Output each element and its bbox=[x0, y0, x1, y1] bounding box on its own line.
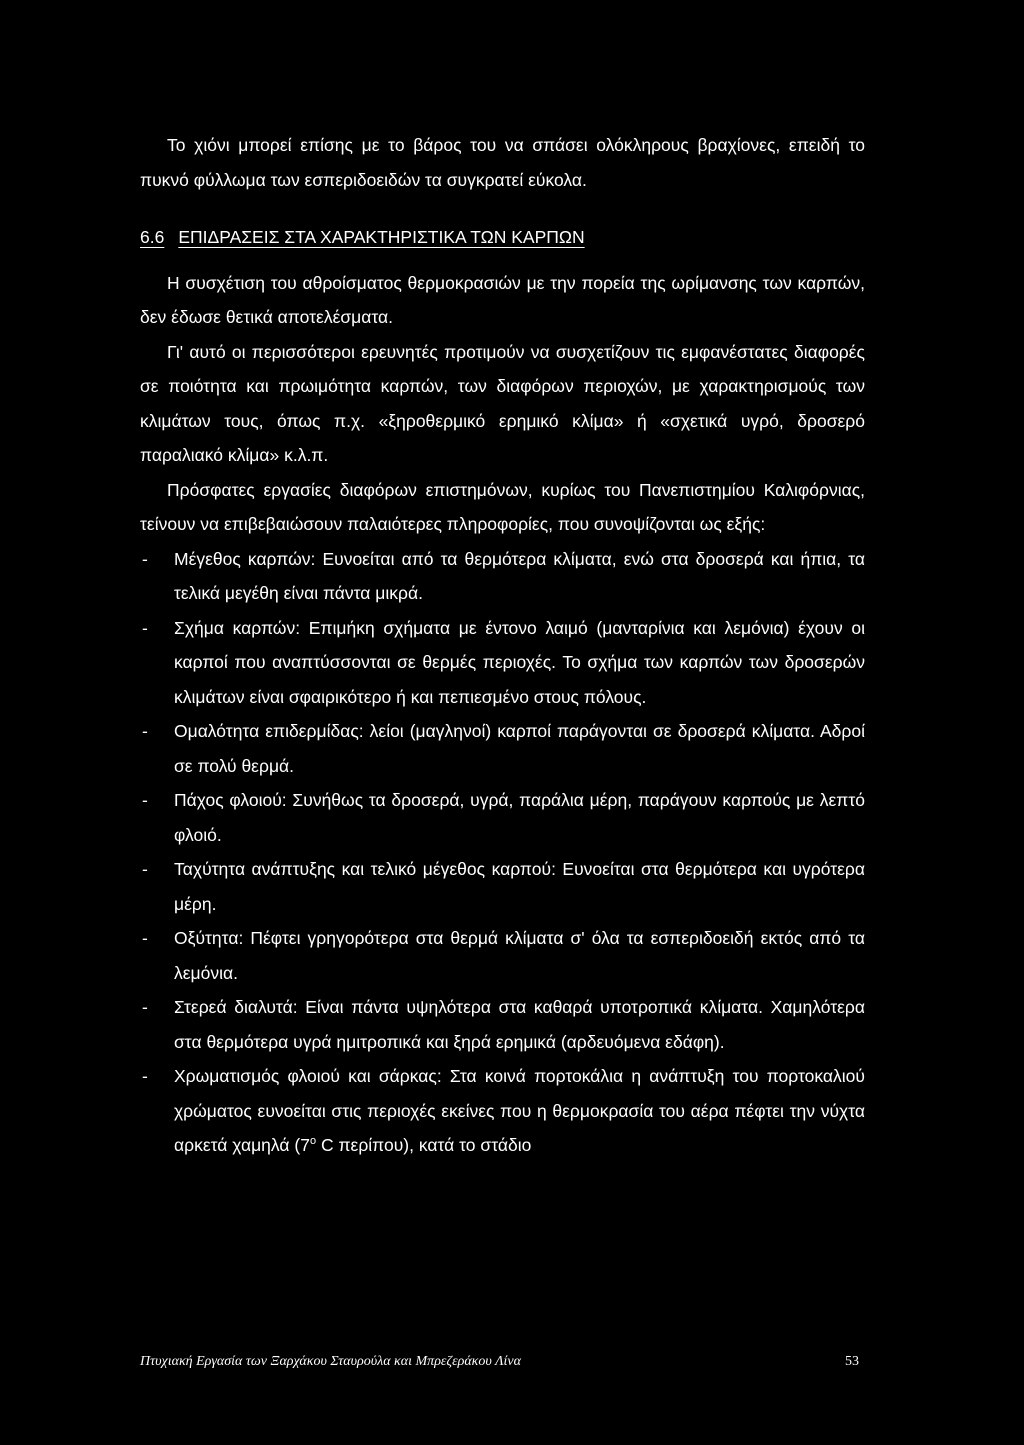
section-title: ΕΠΙΔΡΑΣΕΙΣ ΣΤΑ ΧΑΡΑΚΤΗΡΙΣΤΙΚΑ ΤΩΝ ΚΑΡΠΩΝ bbox=[178, 227, 585, 247]
intro-paragraph: Το χιόνι μπορεί επίσης με το βάρος του να σπάσει ολόκληρους βραχίονες, επειδή το πυκνό φύλλωμα των εσπεριδοειδών τα συγκρατεί εύκολα. bbox=[140, 135, 865, 190]
list-item: - Στερεά διαλυτά: Είναι πάντα υψηλότερα στα καθαρά υποτροπικά κλίματα. Χαμηλότερα στα θερμότερα υγρά ημιτροπικά και ξηρά ερημικά (αρδευόμενα εδάφη). bbox=[140, 990, 865, 1059]
list-dash: - bbox=[142, 790, 148, 810]
list-item: - Ταχύτητα ανάπτυξης και τελικό μέγεθος καρπού: Ευνοείται στα θερμότερα και υγρότερα μέρη. bbox=[140, 852, 865, 921]
list-item: - Σχήμα καρπών: Επιμήκη σχήματα με έντονο λαιμό (μανταρίνια και λεμόνια) έχουν οι καρποί που αναπτύσσονται σε θερμές περιοχές. Το σχήμα των καρπών των δροσερών κλιμάτων είναι σφαιρικότερο ή και πεπιεσμένο στους πόλους. bbox=[140, 611, 865, 715]
list-item: - Πάχος φλοιού: Συνήθως τα δροσερά, υγρά, παράλια μέρη, παράγουν καρπούς με λεπτό φλοιό. bbox=[140, 783, 865, 852]
page-number: 53 bbox=[845, 1354, 859, 1369]
section-heading bbox=[140, 220, 865, 255]
page-body bbox=[140, 128, 865, 1163]
characteristics-list bbox=[140, 542, 865, 1163]
section-number: 6.6 bbox=[140, 227, 165, 247]
page-footer bbox=[140, 1352, 865, 1372]
list-dash: - bbox=[142, 997, 148, 1017]
list-dash: - bbox=[142, 721, 148, 741]
footer-title: Πτυχιακή Εργασία των Ξαρχάκου Σταυρούλα και Μπρεζεράκου Λίνα bbox=[140, 1354, 521, 1369]
paragraph: Η συσχέτιση του αθροίσματος θερμοκρασιών με την πορεία της ωρίμανσης των καρπών, δεν έδωσε θετικά αποτελέσματα. bbox=[140, 272, 865, 327]
list-dash: - bbox=[142, 928, 148, 948]
degree-superscript: o bbox=[309, 1135, 317, 1148]
list-dash: - bbox=[142, 1066, 148, 1086]
list-dash: - bbox=[142, 548, 148, 569]
list-item: - Χρωματισμός φλοιού και σάρκας: Στα κοινά πορτοκάλια η ανάπτυξη του πορτοκαλιού χρώματος ευνοείται στις περιοχές εκείνες που η θερμοκρασία του αέρα πέφτει την νύχτα αρκετά χαμηλά (7$^o$ C περίπου), κατά το στάδιο bbox=[140, 1059, 865, 1163]
list-item: - Μέγεθος καρπών: Ευνοείται από τα θερμότερα κλίματα, ενώ στα δροσερά και ήπια, τα τελικά μεγέθη είναι πάντα μικρά. bbox=[140, 542, 865, 611]
list-dash: - bbox=[142, 617, 148, 638]
paragraph: Πρόσφατες εργασίες διαφόρων επιστημόνων, κυρίως του Πανεπιστημίου Καλιφόρνιας, τείνουν να επιβεβαιώσουν παλαιότερες πληροφορίες, που συνοψίζονται ως εξής: bbox=[140, 479, 865, 534]
list-item: - Οξύτητα: Πέφτει γρηγορότερα στα θερμά κλίματα σ' όλα τα εσπεριδοειδή εκτός από τα λεμόνια. bbox=[140, 921, 865, 990]
list-item: - Ομαλότητα επιδερμίδας: λείοι (μαγληνοί) καρποί παράγονται σε δροσερά κλίματα. Αδροί σε πολύ θερμά. bbox=[140, 714, 865, 783]
paragraph: Γι' αυτό οι περισσότεροι ερευνητές προτιμούν να συσχετίζουν τις εμφανέστατες διαφορές σε ποιότητα και πρωιμότητα καρπών, των διαφόρων περιοχών, με χαρακτηρισμούς των κλιμάτων τους, όπως π.χ. «ξηροθερμικό ερημικό κλίμα» ή «σχετικά υγρό, δροσερό παραλιακό κλίμα» κ.λ.π. bbox=[140, 341, 865, 465]
list-dash: - bbox=[142, 859, 148, 879]
